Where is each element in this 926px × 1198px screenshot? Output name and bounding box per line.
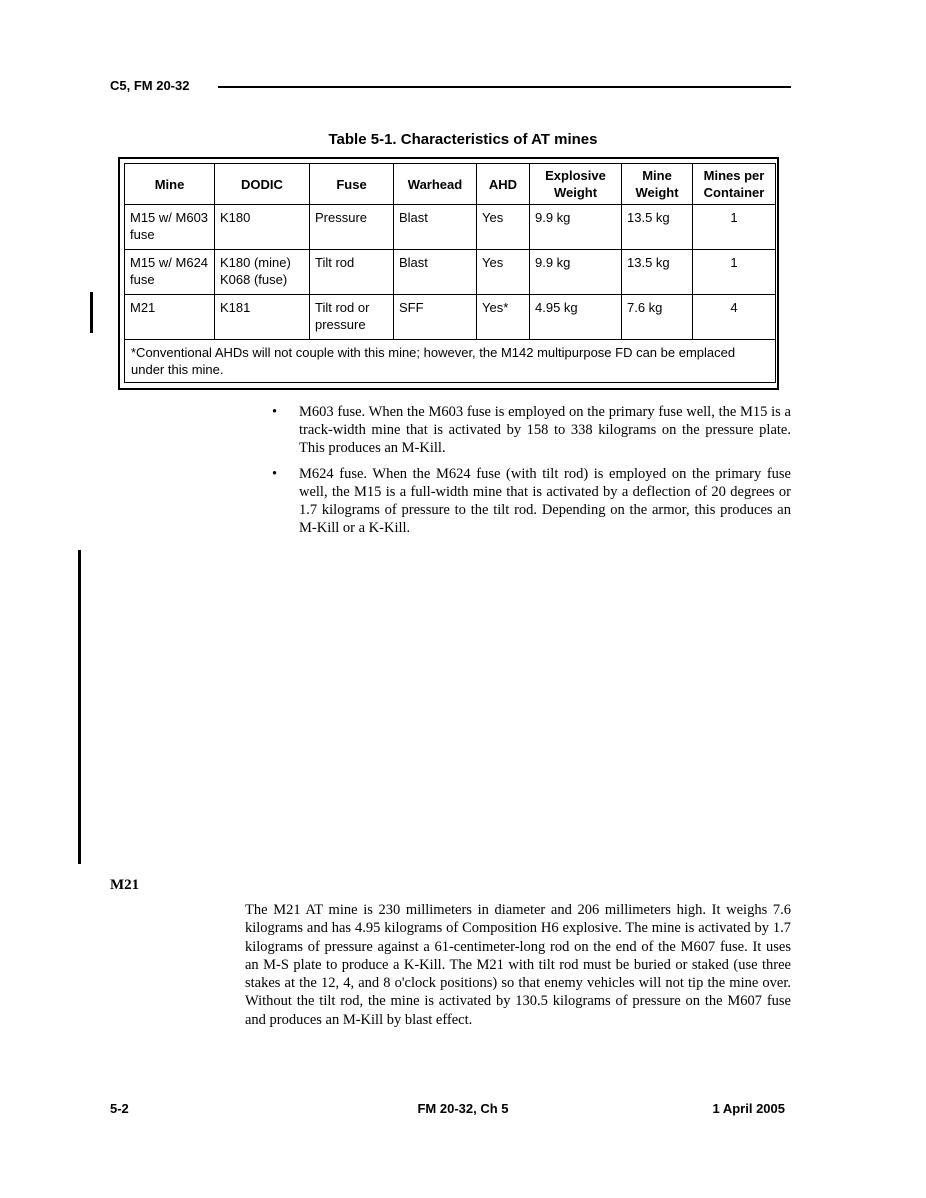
bullet-text: M624 fuse. When the M624 fuse (with tilt rod) is employed on the primary fuse well, the M15 is a full-width mine that is activated by a deflection of 20 degrees or 1.7 kilograms of pressure to the tilt rod. Depending on the armor, this produces an M-Kill or a K-Kill. xyxy=(299,466,791,536)
table-header-row xyxy=(125,164,776,205)
bullet-text: M603 fuse. When the M603 fuse is employed on the primary fuse well, the M15 is a track-width mine that is activated by 158 to 338 kilograms on the pressure plate. This produces an M-Kill. xyxy=(299,404,791,456)
cell-mines-per-container: 4 xyxy=(693,295,776,340)
cell-explosive-weight: 4.95 kg xyxy=(530,295,622,340)
col-header: DODIC xyxy=(215,164,310,205)
cell-ahd: Yes xyxy=(477,205,530,250)
cell-mines-per-container: 1 xyxy=(693,205,776,250)
table-footnote-row xyxy=(125,340,776,383)
footer-doc-id: FM 20-32, Ch 5 xyxy=(417,1101,509,1116)
bullet-item-m624 xyxy=(272,465,792,540)
col-header: AHD xyxy=(477,164,530,205)
cell-dodic: K180 xyxy=(215,205,310,250)
cell-explosive-weight: 9.9 kg xyxy=(530,205,622,250)
page-number: 5-2 xyxy=(110,1101,129,1116)
cell-fuse: Tilt rod xyxy=(310,250,394,295)
table-title: Table 5-1. Characteristics of AT mines xyxy=(328,131,598,148)
cell-warhead: Blast xyxy=(394,205,477,250)
cell-mine: M15 w/ M603 fuse xyxy=(125,205,215,250)
bullet-marker: • xyxy=(272,466,278,482)
cell-explosive-weight: 9.9 kg xyxy=(530,250,622,295)
cell-warhead: SFF xyxy=(394,295,477,340)
col-header: Mines per Container xyxy=(693,164,776,205)
cell-fuse: Tilt rod or pressure xyxy=(310,295,394,340)
running-header: C5, FM 20-32 xyxy=(110,78,190,93)
table-footnote: *Conventional AHDs will not couple with this mine; however, the M142 multipurpose FD can be emplaced under this mine. xyxy=(125,340,776,383)
cell-warhead: Blast xyxy=(394,250,477,295)
table-frame xyxy=(118,157,779,390)
bullet-item-m603 xyxy=(272,403,792,459)
cell-mines-per-container: 1 xyxy=(693,250,776,295)
bullet-marker: • xyxy=(272,404,278,420)
col-header: Warhead xyxy=(394,164,477,205)
section-paragraph: The M21 AT mine is 230 millimeters in diameter and 206 millimeters high. It weighs 7.6 kilograms and has 4.95 kilograms of Composition H6 explosive. The mine is activated by 1.7 kilograms of pressure against a 61-centimeter-long rod on the end of the M607 fuse. It uses an M-S plate to produce a K-Kill. The M21 with tilt rod must be buried or staked (use three stakes at the 12, 4, and 8 o'clock positions) so that enemy vehicles will not tip the mine over. Without the tilt rod, the mine is activated by 130.5 kilograms of pressure on the M607 fuse and produces an M-Kill by blast effect. xyxy=(245,902,791,1028)
col-header: Explosive Weight xyxy=(530,164,622,205)
cell-dodic: K180 (mine) K068 (fuse) xyxy=(215,250,310,295)
col-header: Fuse xyxy=(310,164,394,205)
col-header: Mine Weight xyxy=(622,164,693,205)
cell-mine-weight: 13.5 kg xyxy=(622,250,693,295)
table-row xyxy=(125,295,776,340)
table-row xyxy=(125,205,776,250)
cell-fuse: Pressure xyxy=(310,205,394,250)
change-bar xyxy=(78,550,81,864)
cell-ahd: Yes xyxy=(477,250,530,295)
cell-mine: M15 w/ M624 fuse xyxy=(125,250,215,295)
cell-mine-weight: 7.6 kg xyxy=(622,295,693,340)
header-rule xyxy=(218,86,791,88)
table-row xyxy=(125,250,776,295)
cell-mine-weight: 13.5 kg xyxy=(622,205,693,250)
footer-date: 1 April 2005 xyxy=(712,1101,785,1116)
change-bar xyxy=(90,292,93,333)
cell-dodic: K181 xyxy=(215,295,310,340)
at-mines-table xyxy=(124,163,776,383)
cell-ahd: Yes* xyxy=(477,295,530,340)
col-header: Mine xyxy=(125,164,215,205)
section-heading: M21 xyxy=(110,877,140,893)
cell-mine: M21 xyxy=(125,295,215,340)
